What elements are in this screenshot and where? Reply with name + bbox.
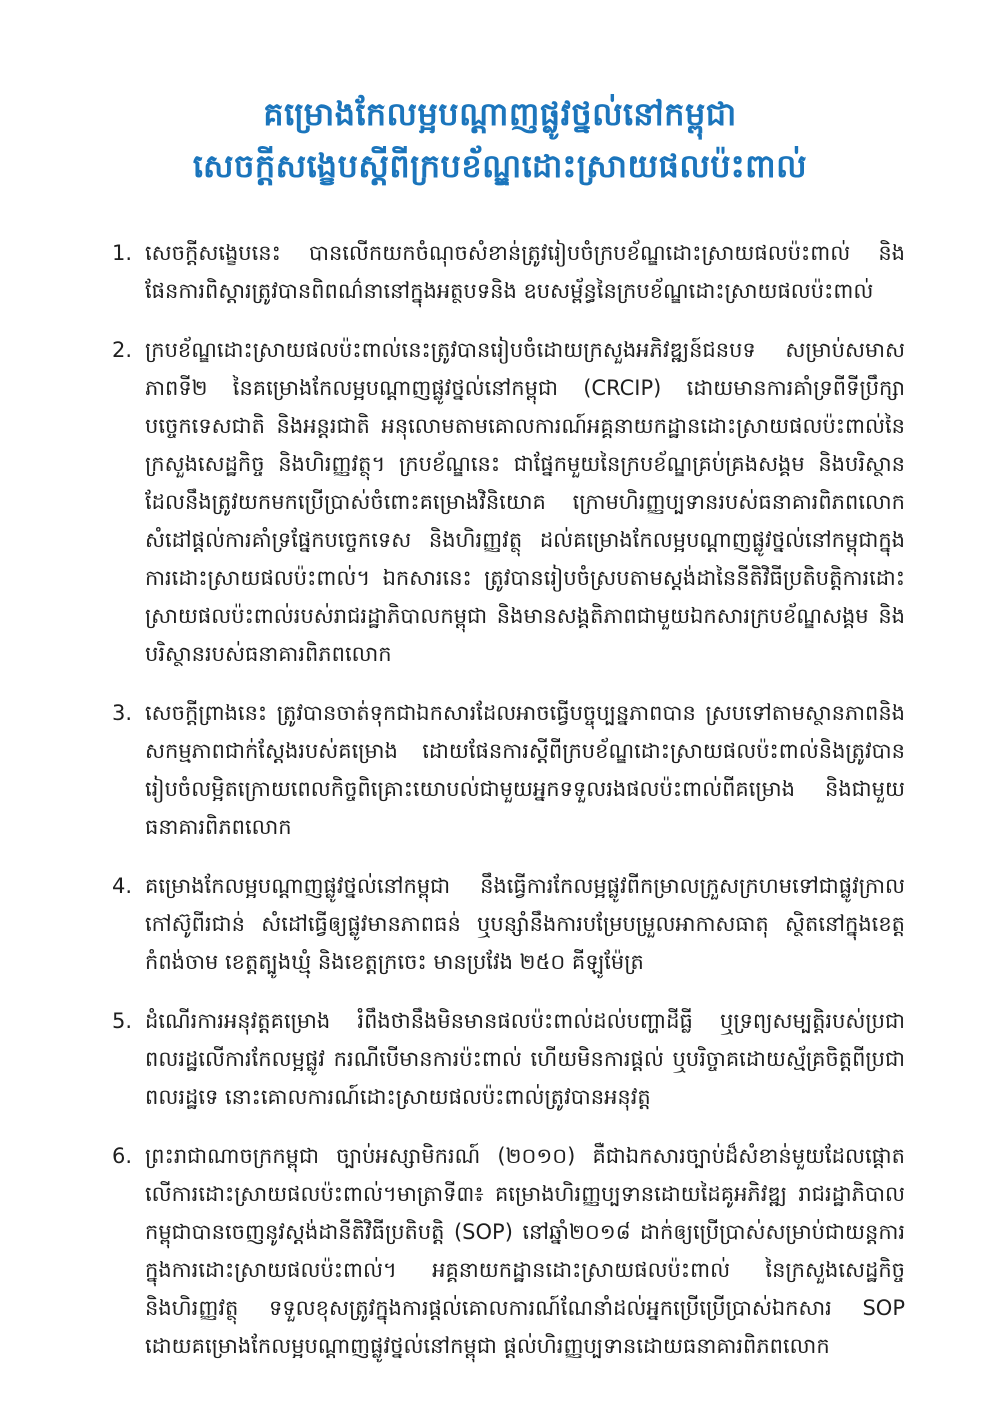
paragraph-number: 1.: [112, 241, 133, 265]
paragraph-text: សេចក្តីព្រាងនេះ ត្រូវបានចាត់ទុកជាឯកសារដែលអាចធ្វើបច្ចុប្បន្នភាពបាន ស្របទៅតាមស្ថានភាពនិងសកម្មភាពជាក់ស្តែងរបស់គម្រោង ដោយផែនការស្តីពីក្របខ័ណ្ឌដោះស្រាយផលប៉ះពាល់និងត្រូវបានរៀបចំលម្អិតក្រោយពេលកិច្ចពិគ្រោះយោបល់ជាមួយអ្នកទទួលរងផលប៉ះពាល់ពីគម្រោង និងជាមួយធនាគារពិភពលោក: [145, 701, 905, 839]
paragraph-number: 2.: [112, 338, 133, 362]
paragraph-number: 4.: [112, 874, 133, 898]
paragraph-text: ដំណើរការអនុវត្តគម្រោង រំពឹងថានឹងមិនមានផលប៉ះពាល់ដល់បញ្ហាដីធ្លី ឬទ្រព្យសម្បត្តិរបស់ប្រជាពលរដ្ឋលើការកែលម្អផ្លូវ ករណីបើមានការប៉ះពាល់ ហើយមិនការផ្តល់ ឬបរិច្ចាគដោយស្ម័គ្រចិត្តពីប្រជាពលរដ្ឋទេ នោះគោលការណ៍ដោះស្រាយផលប៉ះពាល់ត្រូវបានអនុវត្ត: [145, 1009, 905, 1109]
paragraph-item-2: [112, 331, 905, 673]
paragraph-item-5: [112, 1002, 905, 1116]
paragraph-number: 5.: [112, 1009, 133, 1033]
paragraph-list: [112, 234, 905, 1365]
paragraph-text: ព្រះរាជាណាចក្រកម្ពុជា ច្បាប់អស្សាមិករណ៍ (២០១០) គឺជាឯកសារច្បាប់ដ៏សំខាន់មួយដែលផ្តោតលើការដោះស្រាយផលប៉ះពាល់។មាត្រាទី៣៖ គម្រោងហិរញ្ញប្បទានដោយដៃគូអភិវឌ្ឍ រាជរដ្ឋាភិបាលកម្ពុជាបានចេញនូវស្តង់ដានីតិវិធីប្រតិបត្តិ (SOP) នៅឆ្នាំ២០១៨ ដាក់ឲ្យប្រើប្រាស់សម្រាប់ជាយន្តការក្នុងការដោះស្រាយផលប៉ះពាល់។ អគ្គនាយកដ្ឋានដោះស្រាយផលប៉ះពាល់ នៃក្រសួងសេដ្ឋកិច្ច និងហិរញ្ញវត្ថុ ទទួលខុសត្រូវក្នុងការផ្តល់គោលការណ៍ណែនាំដល់អ្នកប្រើប្រើប្រាស់ឯកសារ SOP ដោយគម្រោងកែលម្អបណ្តាញផ្លូវថ្នល់នៅកម្ពុជា ផ្តល់ហិរញ្ញប្បទានដោយធនាគារពិភពលោក: [145, 1144, 905, 1358]
paragraph-item-1: [112, 234, 905, 310]
document-title: [0, 0, 1000, 192]
paragraph-item-4: [112, 867, 905, 981]
paragraph-text: គម្រោងកែលម្អបណ្តាញផ្លូវថ្នល់នៅកម្ពុជា នឹងធ្វើការកែលម្អផ្លូវពីកម្រាលក្រួសក្រហមទៅជាផ្លូវក្រាលកៅស៊ូពីរជាន់ សំដៅធ្វើឲ្យផ្លូវមានភាពធន់ ឬបន្សាំនឹងការបម្រែបម្រួលអាកាសធាតុ ស្ថិតនៅក្នុងខេត្តកំពង់ចាម ខេត្តត្បូងឃ្មុំ និងខេត្តក្រចេះ មានប្រវែង ២៥០ គីឡូម៉ែត្រ: [145, 874, 905, 974]
title-line-2: សេចក្តីសង្ខេបស្តីពីក្របខ័ណ្ឌដោះស្រាយផលប៉ះពាល់: [192, 147, 808, 185]
paragraph-text: សេចក្តីសង្ខេបនេះ បានលើកយកចំណុចសំខាន់ត្រូវរៀបចំក្របខ័ណ្ឌដោះស្រាយផលប៉ះពាល់ និងផែនការពិស្តារត្រូវបានពិពណ៌នានៅក្នុងអត្ថបទនិង ឧបសម្ព័ន្ធនៃក្របខ័ណ្ឌដោះស្រាយផលប៉ះពាល់: [145, 241, 905, 303]
paragraph-number: 3.: [112, 701, 133, 725]
paragraph-item-3: [112, 694, 905, 846]
paragraph-number: 6.: [112, 1144, 133, 1168]
paragraph-text: ក្របខ័ណ្ឌដោះស្រាយផលប៉ះពាល់នេះត្រូវបានរៀបចំដោយក្រសួងអភិវឌ្ឍន៍ជនបទ សម្រាប់សមាសភាពទី២ នៃគម្រោងកែលម្អបណ្តាញផ្លូវថ្នល់នៅកម្ពុជា (CRCIP) ដោយមានការគាំទ្រពីទីប្រឹក្សាបច្ចេកទេសជាតិ និងអន្តរជាតិ អនុលោមតាមគោលការណ៍អគ្គនាយកដ្ឋានដោះស្រាយផលប៉ះពាល់នៃក្រសួងសេដ្ឋកិច្ច និងហិរញ្ញវត្ថុ។ ក្របខ័ណ្ឌនេះ ជាផ្នែកមួយនៃក្របខ័ណ្ឌគ្រប់គ្រងសង្គម និងបរិស្ថាន ដែលនឹងត្រូវយកមកប្រើប្រាស់ចំពោះគម្រោងវិនិយោគ ក្រោមហិរញ្ញប្បទានរបស់ធនាគារពិភពលោក សំដៅផ្តល់ការគាំទ្រផ្នែកបច្ចេកទេស និងហិរញ្ញវត្ថុ ដល់គម្រោងកែលម្អបណ្តាញផ្លូវថ្នល់នៅកម្ពុជាក្នុងការដោះស្រាយផលប៉ះពាល់។ ឯកសារនេះ ត្រូវបានរៀបចំស្របតាមស្តង់ដានៃនីតិវិធីប្រតិបត្តិការដោះស្រាយផលប៉ះពាល់របស់រាជរដ្ឋាភិបាលកម្ពុជា និងមានសង្គតិភាពជាមួយឯកសារក្របខ័ណ្ឌសង្គម និងបរិស្ថានរបស់ធនាគារពិភពលោក: [145, 338, 905, 666]
title-line-1: គម្រោងកែលម្អបណ្តាញផ្លូវថ្នល់នៅកម្ពុជា: [263, 95, 737, 133]
paragraph-item-6: [112, 1137, 905, 1365]
